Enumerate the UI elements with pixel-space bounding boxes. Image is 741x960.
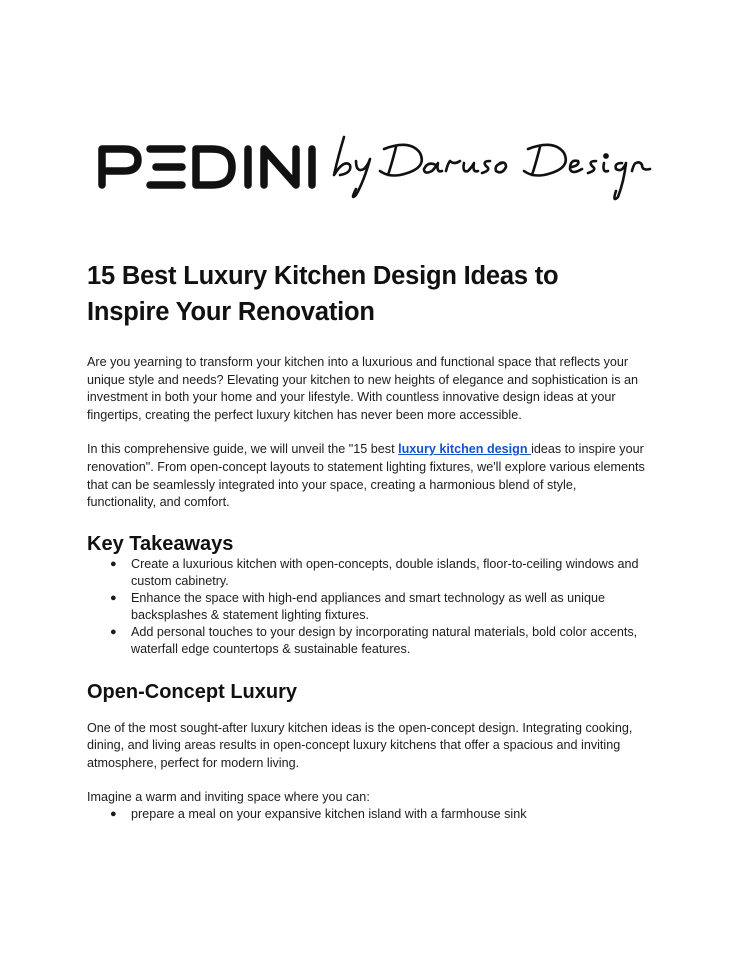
list-item-text: Add personal touches to your design by incorporating natural materials, bold color accents, waterfall edge countertops & sustainable features.: [131, 624, 638, 656]
key-takeaways-list: [87, 556, 647, 658]
list-item: [87, 624, 647, 658]
list-item: [87, 590, 647, 624]
bullet-icon: ●: [110, 625, 117, 638]
open-concept-list: [87, 806, 647, 823]
list-item-text: Create a luxurious kitchen with open-concepts, double islands, floor-to-ceiling windows and custom cabinetry.: [131, 556, 639, 588]
bullet-icon: ●: [110, 557, 117, 570]
intro-paragraph-2: [87, 441, 647, 511]
list-item: [87, 556, 647, 590]
bullet-icon: ●: [110, 808, 117, 821]
intro-paragraph-1: Are you yearning to transform your kitchen into a luxurious and functional space that reflects your unique style and needs? Elevating your kitchen to new heights of elegance and sophistication is an investment in both your home and your lifestyle. With countless innovative design ideas at your fingertips, creating the perfect luxury kitchen has never been more accessible.: [87, 355, 638, 422]
luxury-kitchen-design-link[interactable]: luxury kitchen design: [398, 442, 532, 457]
key-takeaways-heading: Key Takeaways: [87, 532, 234, 555]
list-item-text: prepare a meal on your expansive kitchen island with a farmhouse sink: [131, 807, 527, 822]
list-item-text: Enhance the space with high-end appliances and smart technology as well as unique backsplashes & statement lighting fixtures.: [131, 590, 605, 622]
article-body: [87, 258, 647, 823]
open-concept-paragraph-2: Imagine a warm and inviting space where you can:: [87, 789, 370, 804]
intro-text-after-link: ideas to inspire your renovation". From open-concept layouts to statement lighting fixtures, we'll explore various elements that can be seamlessly integrated into your space, creating a harmonious blend of style, functionality, and comfort.: [87, 442, 645, 510]
pedini-logo: [98, 135, 658, 215]
open-concept-heading: Open-Concept Luxury: [87, 680, 298, 703]
bullet-icon: ●: [110, 591, 117, 604]
logo-graphic: [98, 135, 658, 215]
intro-text-before-link: In this comprehensive guide, we will unveil the "15 best: [87, 442, 399, 457]
article-title: 15 Best Luxury Kitchen Design Ideas to Inspire Your Renovation: [87, 262, 559, 326]
open-concept-paragraph-1: One of the most sought-after luxury kitchen ideas is the open-concept design. Integrating cooking, dining, and living areas results in open-concept luxury kitchens that offer a spacious and inviting atmosphere, perfect for modern living.: [87, 720, 633, 770]
list-item: [87, 806, 647, 823]
